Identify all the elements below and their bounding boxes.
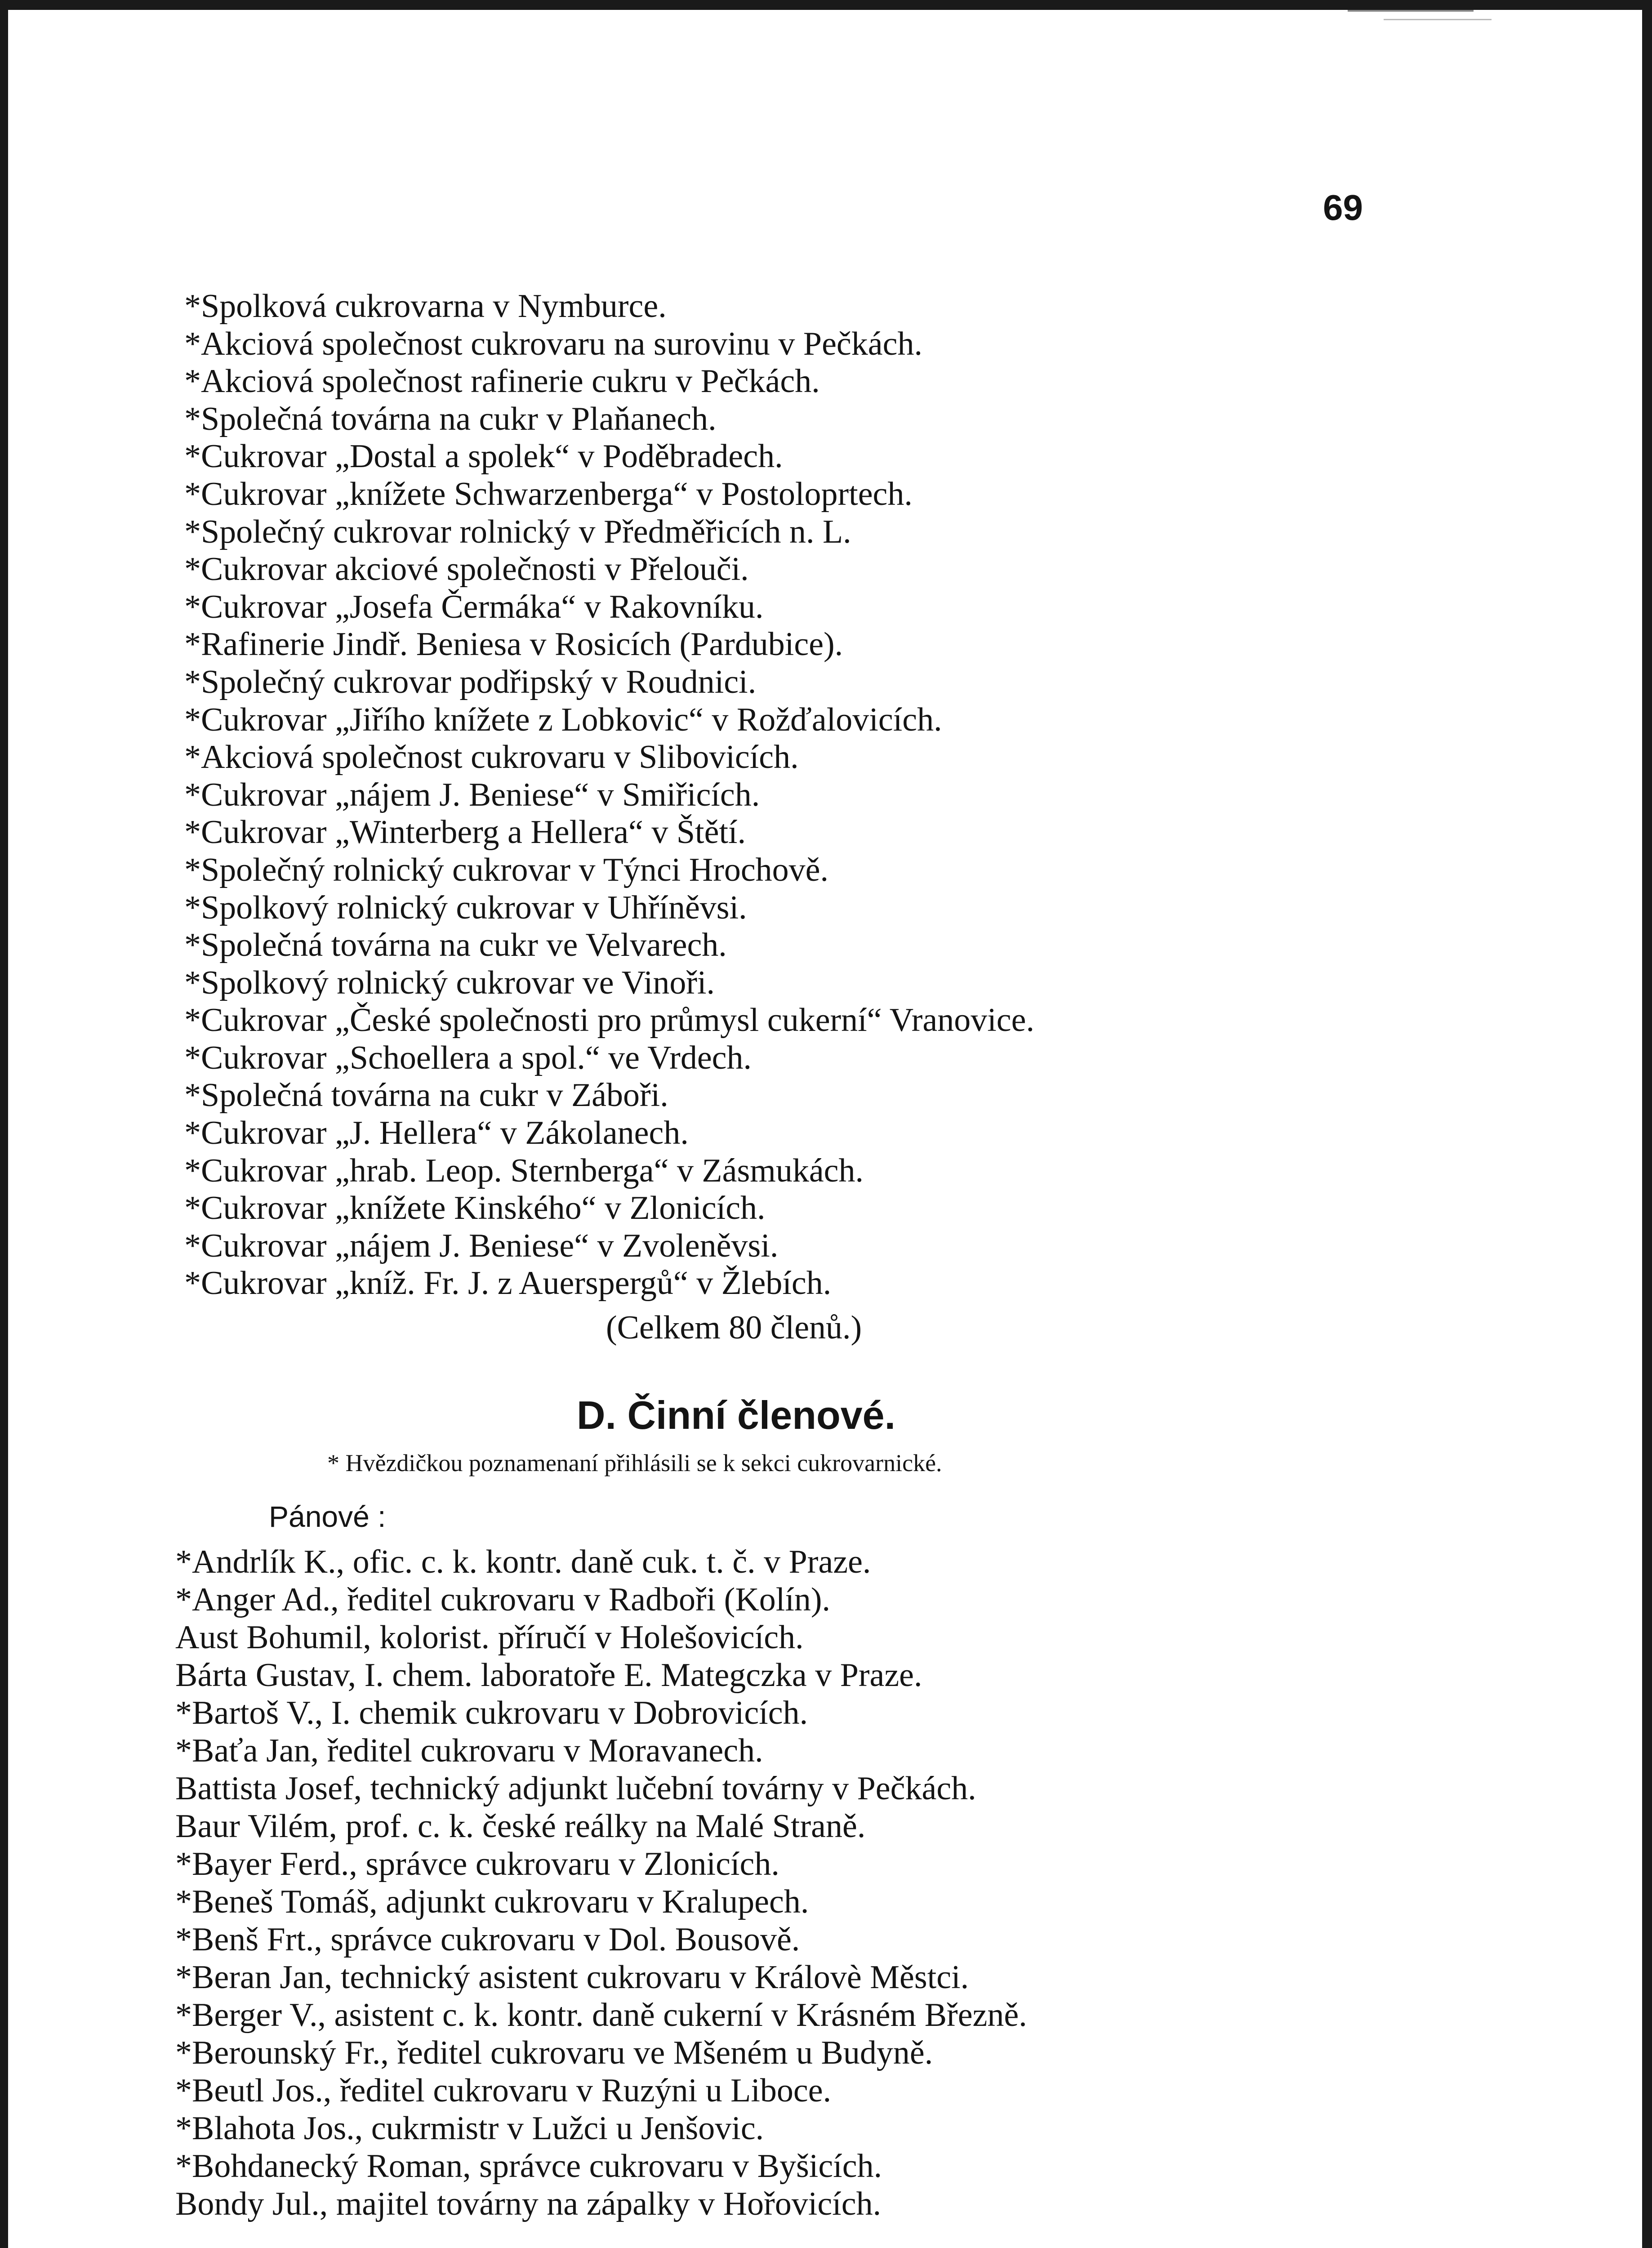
list-item: *Cukrovar „J. Hellera“ v Zákolanech.: [184, 1115, 689, 1152]
list-item: *Rafinerie Jindř. Beniesa v Rosicích (Pardubice).: [184, 626, 843, 663]
list-item: *Cukrovar „hrab. Leop. Sternberga“ v Zásmukách.: [184, 1152, 864, 1189]
list-item: Bárta Gustav, I. chem. laboratoře E. Mategczka v Praze.: [175, 1657, 922, 1694]
list-item: *Blahota Jos., cukrmistr v Lužci u Jenšovic.: [175, 2110, 764, 2147]
list-item: *Anger Ad., ředitel cukrovaru v Radboři (Kolín).: [175, 1581, 831, 1618]
list-item: *Cukrovar „Josefa Čermáka“ v Rakovníku.: [184, 588, 764, 625]
list-item: *Akciová společnost cukrovaru v Slibovicích.: [184, 739, 799, 776]
list-item: *Cukrovar „knížete Schwarzenberga“ v Postoloprtech.: [184, 475, 913, 513]
list-item: *Cukrovar „Dostal a spolek“ v Poděbradech.: [184, 438, 783, 475]
list-item: Battista Josef, technický adjunkt lučební továrny v Pečkách.: [175, 1770, 976, 1807]
salutation: Pánové :: [269, 1500, 386, 1533]
list-item: *Bartoš V., I. chemik cukrovaru v Dobrovicích.: [175, 1695, 808, 1731]
page-number: 69: [1323, 187, 1363, 227]
list-item: *Společný cukrovar rolnický v Předměřicích n. L.: [184, 513, 851, 550]
list-item: Bondy Jul., majitel továrny na zápalky v Hořovicích.: [175, 2186, 882, 2222]
list-item: *Cukrovar „kníž. Fr. J. z Auerspergů“ v Žlebích.: [184, 1265, 832, 1302]
list-item: *Společná továrna na cukr v Záboři.: [184, 1077, 668, 1114]
list-item: *Andrlík K., ofic. c. k. kontr. daně cuk. t. č. v Praze.: [175, 1543, 871, 1580]
list-item: *Společná továrna na cukr v Plaňanech.: [184, 400, 717, 437]
list-item: *Cukrovar „Schoellera a spol.“ ve Vrdech.: [184, 1039, 752, 1076]
list-item: Baur Vilém, prof. c. k. české reálky na Malé Straně.: [175, 1808, 866, 1845]
list-item: *Spolkový rolnický cukrovar ve Vinoři.: [184, 964, 715, 1001]
active-members-list: [175, 1543, 1569, 2223]
list-item: *Spolková cukrovarna v Nymburce.: [184, 288, 667, 325]
list-item: *Beneš Tomáš, adjunkt cukrovaru v Kralupech.: [175, 1883, 809, 1920]
list-item: *Cukrovar akciové společnosti v Přelouči.: [184, 551, 749, 588]
list-item: *Akciová společnost cukrovaru na surovinu v Pečkách.: [184, 325, 922, 362]
list-item: *Cukrovar „Winterberg a Hellera“ v Štětí.: [184, 814, 746, 851]
list-item: *Cukrovar „nájem J. Beniese“ v Smiřicích.: [184, 776, 760, 813]
list-item: *Spolkový rolnický cukrovar v Uhříněvsi.: [184, 889, 747, 926]
list-item: *Společná továrna na cukr ve Velvarech.: [184, 927, 727, 964]
list-item: *Cukrovar „nájem J. Beniese“ v Zvoleněvsi.: [184, 1227, 779, 1264]
list-item: *Beran Jan, technický asistent cukrovaru v Královè Městci.: [175, 1959, 969, 1996]
list-item: *Cukrovar „České společnosti pro průmysl cukerní“ Vranovice.: [184, 1002, 1034, 1039]
member-total: (Celkem 80 členů.): [606, 1309, 862, 1346]
list-item: *Cukrovar „Jiřího knížete z Lobkovic“ v Rožďalovicích.: [184, 701, 942, 738]
asterisk-note: * Hvězdičkou poznamenaní přihlásili se k sekci cukrovarnické.: [327, 1450, 942, 1476]
section-heading: D. Činní členové.: [577, 1393, 896, 1437]
scan-mark-line: [1348, 10, 1474, 12]
list-item: *Společný cukrovar podřipský v Roudnici.: [184, 663, 757, 700]
list-item: *Baťa Jan, ředitel cukrovaru v Moravanech.: [175, 1732, 763, 1769]
scan-mark-line: [1384, 19, 1492, 20]
list-item: *Cukrovar „knížete Kinského“ v Zlonicích.: [184, 1190, 766, 1227]
sugar-mill-members-list: [184, 288, 1533, 1302]
list-item: *Berounský Fr., ředitel cukrovaru ve Mšeném u Budyně.: [175, 2034, 933, 2071]
list-item: *Společný rolnický cukrovar v Týnci Hrochově.: [184, 851, 829, 888]
list-item: Aust Bohumil, kolorist. příručí v Holešovicích.: [175, 1619, 804, 1656]
list-item: *Akciová společnost rafinerie cukru v Pečkách.: [184, 363, 820, 400]
list-item: *Benš Frt., správce cukrovaru v Dol. Bousově.: [175, 1921, 800, 1958]
list-item: *Bohdanecký Roman, správce cukrovaru v Byšicích.: [175, 2148, 882, 2185]
list-item: *Beutl Jos., ředitel cukrovaru v Ruzýni u Liboce.: [175, 2072, 832, 2109]
document-page: [8, 10, 1642, 2248]
list-item: *Berger V., asistent c. k. kontr. daně cukerní v Krásném Březně.: [175, 1997, 1027, 2034]
list-item: *Bayer Ferd., správce cukrovaru v Zlonicích.: [175, 1846, 779, 1882]
